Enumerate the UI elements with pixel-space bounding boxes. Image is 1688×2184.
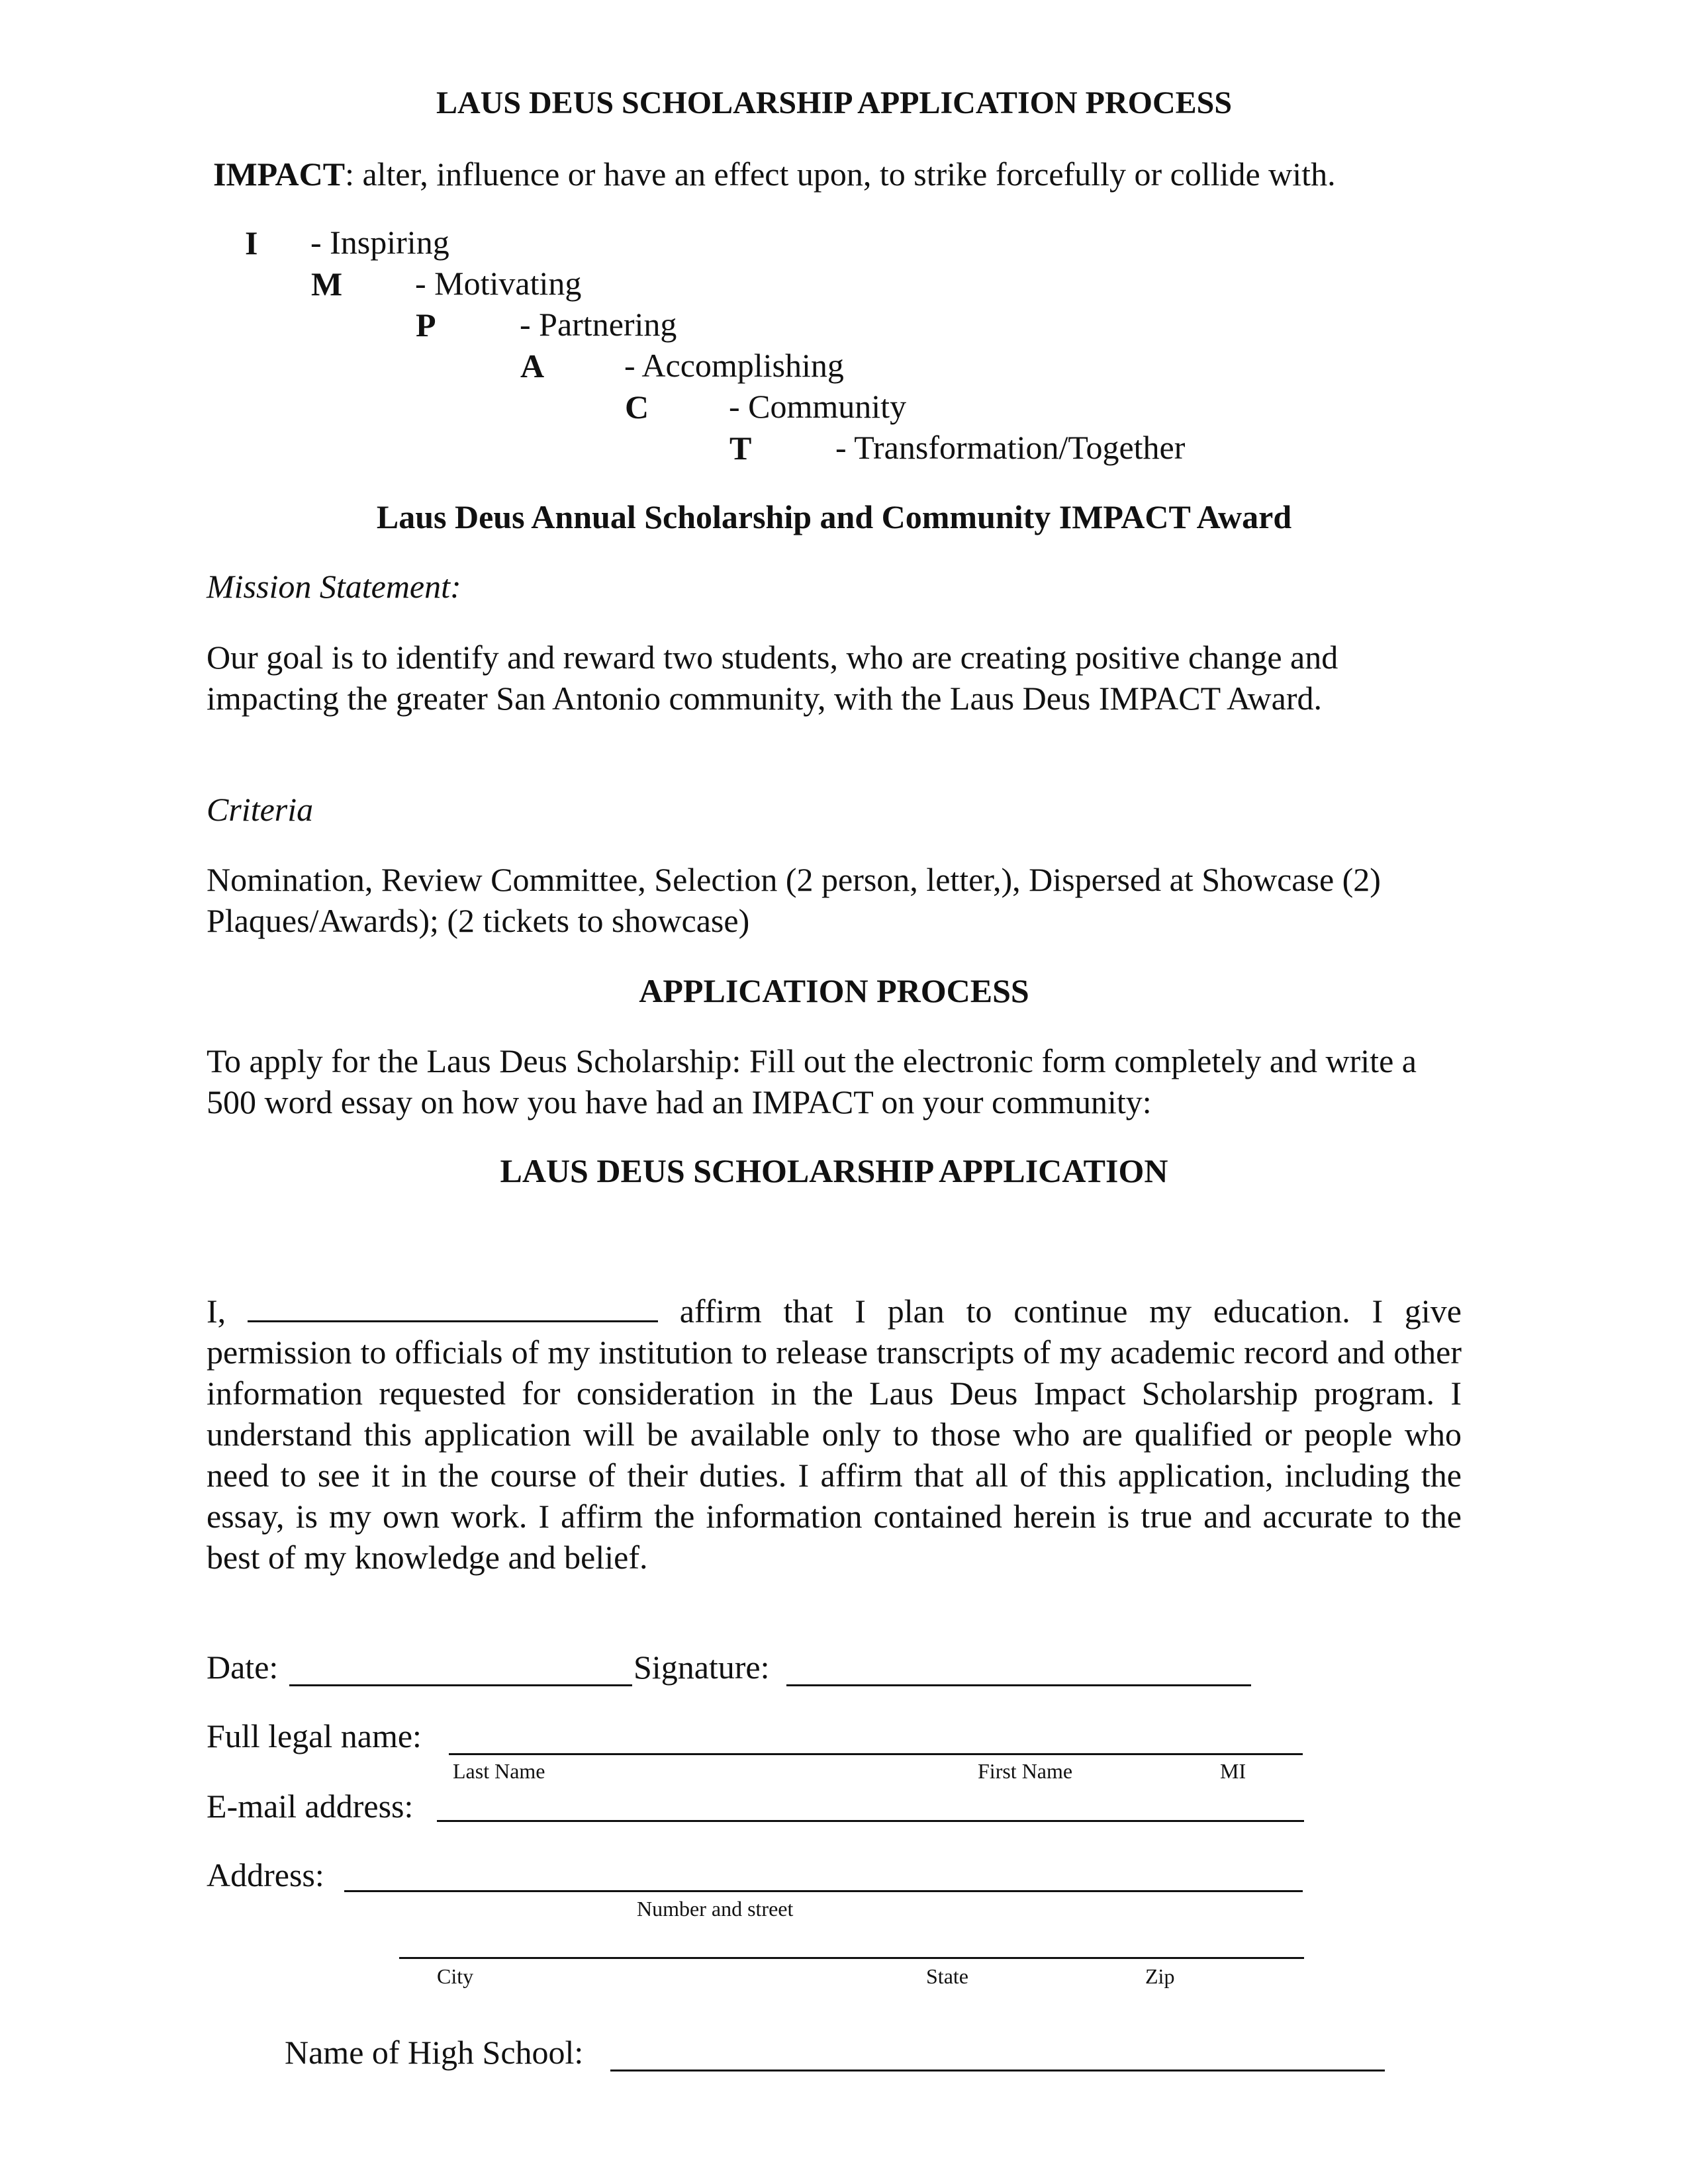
criteria-label: Criteria [207,791,314,828]
address-label: Address: [207,1856,324,1893]
affirmation-paragraph [207,1291,1462,1578]
city-state-zip-field[interactable] [399,1957,1304,1959]
acronym-letter-i: I [245,224,258,261]
impact-term: IMPACT [213,156,346,193]
last-name-caption: Last Name [453,1759,545,1783]
high-school-label: Name of High School: [285,2034,584,2071]
full-name-label: Full legal name: [207,1717,422,1754]
state-caption: State [926,1964,968,1988]
impact-definition-text: : alter, influence or have an effect upon, to strike forcefully or collide with. [345,156,1336,193]
application-process-heading: APPLICATION PROCESS [639,972,1029,1009]
acronym-word-i: - Inspiring [310,224,449,261]
city-caption: City [437,1964,474,1988]
acronym-letter-p: P [416,306,436,343]
criteria-text: Nomination, Review Committee, Selection (2 person, letter,), Dispersed at Showcase (2) Plaques/Awards); (2 tickets to showcase) [207,861,1381,939]
date-field[interactable] [289,1684,632,1686]
impact-definition [213,154,1336,195]
acronym-word-t: - Transformation/Together [835,429,1186,466]
acronym-letter-m: M [311,265,343,302]
affirmation-text: affirm that I plan to continue my education. I give permission to officials of my institution to release transcripts of my academic record and other information requested for consideration in the Laus Deus Impact Scholarship program. I understand this application will be available only to those who are qualified or people who need to see it in the course of their duties. I affirm that all of this application, including the essay, is my own work. I affirm the information contained herein is true and accurate to the best of my knowledge and belief. [207,1293,1462,1576]
acronym-word-c: - Community [729,388,907,425]
affirmation-name-blank[interactable] [248,1291,658,1322]
acronym-letter-t: T [729,430,752,467]
affirmation-prefix: I, [207,1293,226,1330]
mission-text: Our goal is to identify and reward two students, who are creating positive change and impacting the greater San Antonio community, with the Laus Deus IMPACT Award. [207,639,1338,717]
acronym-word-p: - Partnering [520,306,677,343]
mission-label: Mission Statement: [207,568,461,605]
award-title: Laus Deus Annual Scholarship and Community IMPACT Award [376,498,1292,535]
acronym-letter-c: C [625,388,649,426]
street-caption: Number and street [637,1897,794,1921]
high-school-field[interactable] [610,2070,1385,2071]
full-name-field[interactable] [449,1753,1303,1755]
mi-caption: MI [1220,1759,1246,1783]
acronym-word-m: - Motivating [415,265,582,302]
zip-caption: Zip [1145,1964,1175,1988]
email-label: E-mail address: [207,1788,414,1825]
first-name-caption: First Name [978,1759,1073,1783]
street-field[interactable] [344,1890,1303,1892]
signature-label: Signature: [633,1649,770,1686]
page-title: LAUS DEUS SCHOLARSHIP APPLICATION PROCESS [436,85,1233,120]
acronym-letter-a: A [520,347,545,385]
signature-field[interactable] [786,1684,1251,1686]
date-label: Date: [207,1649,279,1686]
application-process-text: To apply for the Laus Deus Scholarship: Fill out the electronic form completely and write a 500 word essay on how you have had an IMPACT on your community: [207,1042,1417,1120]
email-field[interactable] [437,1820,1304,1822]
acronym-word-a: - Accomplishing [624,347,844,384]
application-heading: LAUS DEUS SCHOLARSHIP APPLICATION [500,1152,1168,1189]
